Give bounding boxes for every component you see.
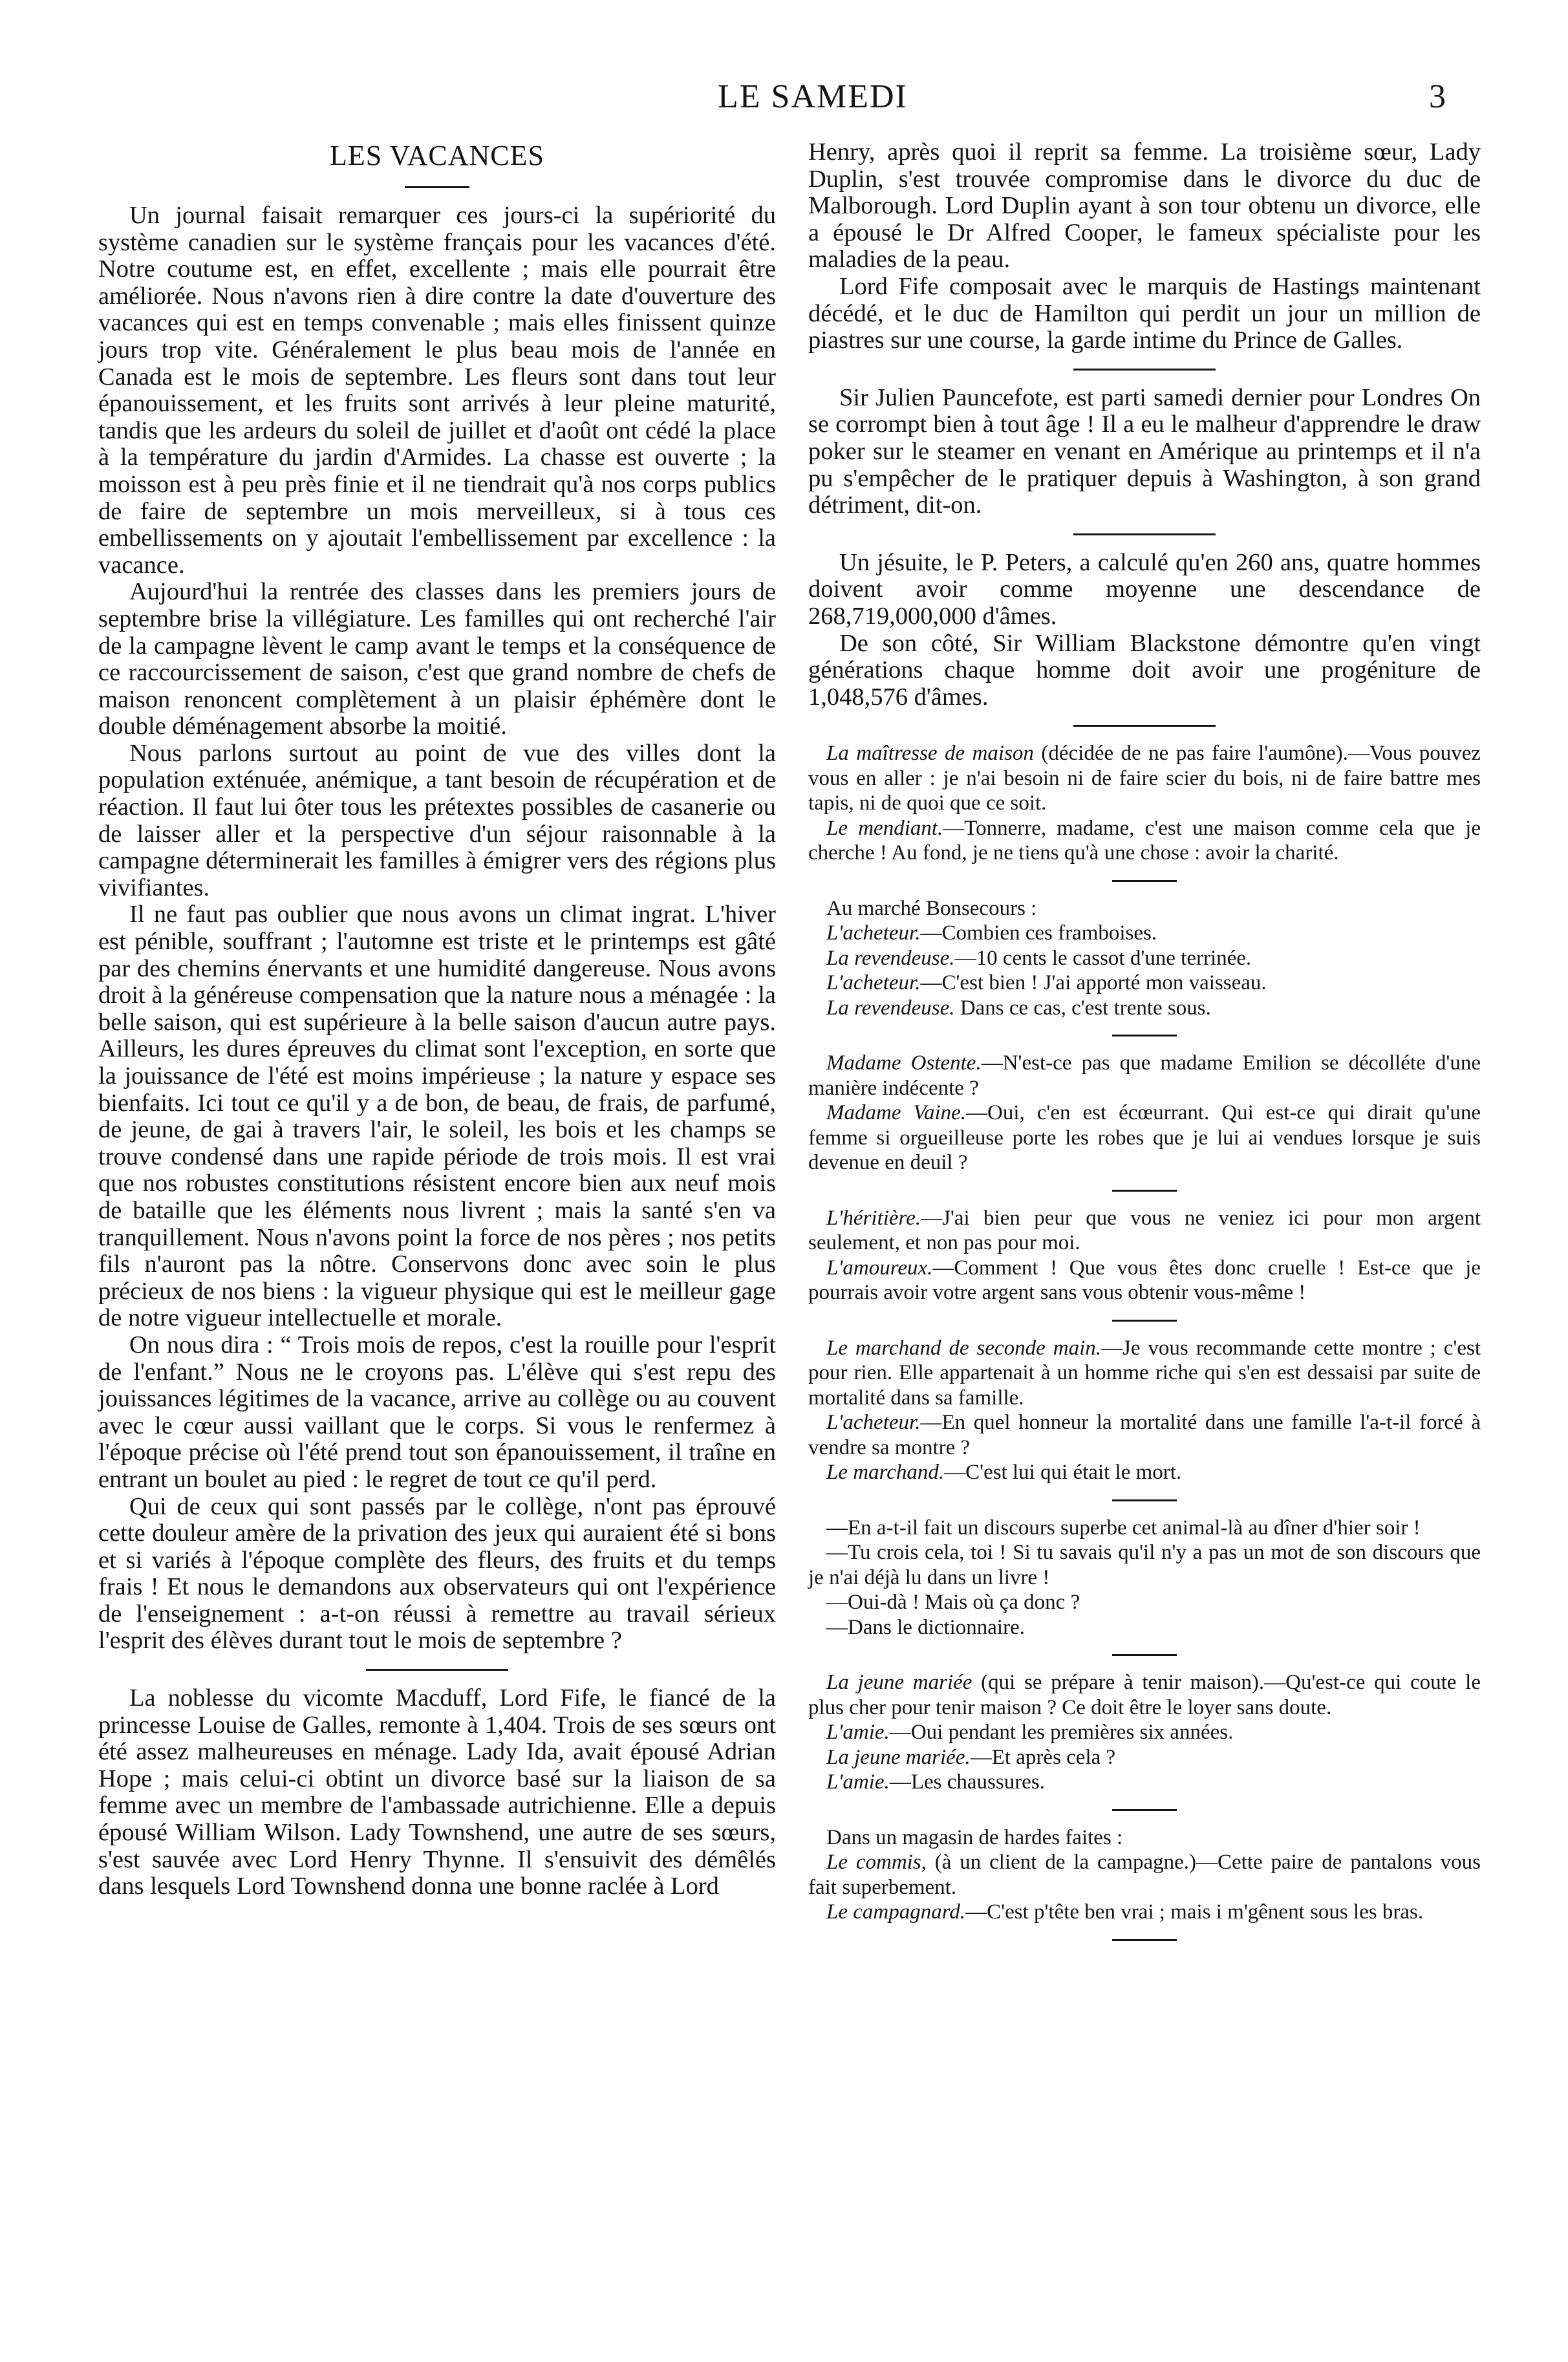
dialogue-intro: Au marché Bonsecours :: [826, 896, 1037, 920]
line-text: (décidée de ne pas faire l'aumône).—Vous pouvez vous en aller : je n'ai besoin ni de faire scier du bois, ni de faire battre mes tapis, ni de quoi que ce soit.: [808, 742, 1481, 815]
speaker: L'amoureux.: [826, 1256, 933, 1280]
dialogue-line: —En a-t-il fait un discours superbe cet animal-là au dîner d'hier soir !: [826, 1516, 1421, 1540]
dialogue-line: —Oui-dà ! Mais où ça donc ?: [826, 1591, 1080, 1615]
dialogue-line: [808, 1770, 1481, 1795]
dialogue-line: [808, 1720, 1481, 1745]
dialogue-line: [808, 996, 1481, 1021]
line-text: —Oui, c'en est écœurrant. Qui est-ce qui dirait qu'une femme si orgueilleuse porte les robes que je lui ai vendues lorsque je suis devenue en deuil ?: [808, 1101, 1481, 1175]
paragraph: Henry, après quoi il reprit sa femme. La troisième sœur, Lady Duplin, s'est trouvée compromise dans le divorce du duc de Malborough. Lord Duplin ayant à son tour obtenu un divorce, elle a épousé le Dr Alfred Cooper, le fameux spécialiste pour les maladies de la peau.: [808, 138, 1481, 274]
newspaper-title: LE SAMEDI: [718, 78, 908, 115]
speaker: L'acheteur.: [826, 921, 921, 945]
dialogue-line: [808, 741, 1481, 816]
dialogue-line: [808, 1900, 1481, 1925]
divider: [1112, 1939, 1177, 1941]
paragraph: Un journal faisait remarquer ces jours-ci la supériorité du système canadien sur le système français pour les vacances d'été. Notre coutume est, en effet, excellente ; mais elle pourrait être améliorée. Nous n'avons rien à dire contre la date d'ouverture des vacances qui est en temps convenable ; mais elles finissent quinze jours trop vite. Généralement le plus beau mois de l'année en Canada est le mois de septembre. Les fleurs sont dans tout leur épanouissement, et les fruits sont arrivés à leur pleine maturité, tandis que les ardeurs du soleil de juillet et d'août ont cédé la place à la température du jardin d'Armides. La chasse est ouverte ; la moisson est à peu près finie et il ne tiendrait qu'à nos corps publics de faire de septembre un mois merveilleux, si à tous ces embellissements on y ajoutait l'embellissement par excellence : la vacance.: [98, 202, 776, 579]
dialogue-line: [808, 1206, 1481, 1256]
divider: [366, 1669, 508, 1671]
line-text: —10 cents le cassot d'une terrinée.: [954, 946, 1252, 970]
line-text: (qui se prépare à tenir maison).—Qu'est-ce qui coute le plus cher pour tenir maison ? Ce doit être le loyer sans doute.: [808, 1671, 1481, 1719]
line-text: —J'ai bien peur que vous ne veniez ici pour mon argent seulement, et non pas pour moi.: [808, 1206, 1481, 1255]
page-header: [0, 78, 1568, 129]
speaker: La revendeuse.: [826, 996, 955, 1020]
dialogue-line: [808, 971, 1481, 996]
divider: [1073, 533, 1216, 535]
divider: [1073, 725, 1216, 727]
dialogue-line: [808, 1051, 1481, 1100]
line-text: —Tonnerre, madame, c'est une maison comme cela que je cherche ! Au fond, je ne tiens qu'à une chose : avoir la charité.: [808, 816, 1481, 865]
paragraph: Sir Julien Pauncefote, est parti samedi dernier pour Londres On se corrompt bien à tout âge ! Il a eu le malheur d'apprendre le draw poker sur le steamer en venant en Amérique au printemps et il n'a pu s'empêcher de le pratiquer depuis à Washington, à son grand détriment, dit-on.: [808, 383, 1481, 519]
speaker: Le marchand.: [826, 1461, 945, 1485]
dialogue-line: [808, 1745, 1481, 1770]
divider: [1112, 1320, 1177, 1322]
speaker: La jeune mariée: [826, 1671, 972, 1695]
line-text: —Oui pendant les premières six années.: [889, 1721, 1234, 1745]
speaker: Madame Ostente.: [826, 1051, 982, 1075]
line-text: —Et après cela ?: [970, 1745, 1116, 1769]
speaker: L'amie.: [826, 1770, 890, 1794]
line-text: —N'est-ce pas que madame Emilion se décolléte d'une manière indécente ?: [808, 1051, 1481, 1100]
paragraph: La noblesse du vicomte Macduff, Lord Fife, le fiancé de la princesse Louise de Galles, remonte à 1,404. Trois de ses sœurs ont été assez malheureuses en ménage. Lady Ida, avait épousé Adrian Hope ; mais celui-ci obtint un divorce basé sur la liaison de sa femme avec un membre de l'ambassade autrichienne. Elle a depuis épousé William Wilson. Lady Townshend, une autre de ses sœurs, s'est sauvée avec Lord Henry Thynne. Il s'ensuivit des démêlés dans lesquels Lord Townshend donna une bonne raclée à Lord: [98, 1684, 776, 1900]
paragraph: Aujourd'hui la rentrée des classes dans les premiers jours de septembre brise la villégiature. Les familles qui ont recherché l'air de la campagne lèvent le camp avant le temps et la conséquence de ce raccourcissement de saison, c'est que grand nombre de chefs de maison renoncent complètement à un plaisir éphémère dont le double déménagement absorbe la moitié.: [98, 578, 776, 740]
paragraph: De son côté, Sir William Blackstone démontre qu'en vingt générations chaque homme doit avoir une progéniture de 1,048,576 d'âmes.: [808, 629, 1481, 711]
paragraph: Il ne faut pas oublier que nous avons un climat ingrat. L'hiver est pénible, souffrant ; l'automne est triste et le printemps est gâté par des chemins énervants et une humidité dangereuse. Nous avons droit à la généreuse compensation que la nature nous a ménagée : la belle saison, qui est supérieure à la belle saison d'aucun autre pays. Ailleurs, les dures épreuves du climat sont l'exception, en sorte que la jouissance de l'été est moins impérieuse ; la nature y espace ses bienfaits. Ici tout ce qu'il y a de bon, de beau, de frais, de parfumé, de jeune, de gai à travers l'air, le soleil, les bois et les champs se trouve condensé dans une rapide période de trois mois. Il est vrai que nos robustes constitutions résistent encore bien aux neuf mois de bataille que les éléments nous livrent ; mais la santé s'en va tranquillement. Nous n'avons point la force de nos pères ; nos petits fils n'auront pas la nôtre. Conservons donc avec soin le plus précieux de nos biens : la vigueur physique qui est le meilleur gage de notre vigueur intellectuelle et morale.: [98, 901, 776, 1332]
line-text: —C'est p'tête ben vrai ; mais i m'gênent sous les bras.: [965, 1900, 1424, 1924]
dialogue-line: [808, 946, 1481, 971]
divider: [1112, 1499, 1177, 1501]
speaker: L'héritière.: [826, 1206, 921, 1230]
article-title-vacances: LES VACANCES: [330, 140, 544, 171]
speaker: La jeune mariée.: [826, 1745, 971, 1769]
dialogue-line: [808, 816, 1481, 866]
dialogue-line: [808, 1850, 1481, 1900]
speaker: La revendeuse.: [826, 946, 955, 970]
dialogue-line: [808, 1256, 1481, 1305]
paragraph: Nous parlons surtout au point de vue des villes dont la population exténuée, anémique, a tant besoin de récupération et de réaction. Il faut lui ôter tous les prétextes possibles de casanerie ou de laisser aller et la perspective d'un séjour raisonnable à la campagne déterminerait les familles à émigrer vers des régions plus vivifiantes.: [98, 739, 776, 901]
right-column: [808, 139, 1481, 1955]
divider: [1112, 1035, 1177, 1036]
line-text: —C'est lui qui était le mort.: [944, 1461, 1182, 1485]
dialogue-line: [808, 1410, 1481, 1460]
dialogue-line: [808, 1670, 1481, 1720]
line-text: —C'est bien ! J'ai apporté mon vaisseau.: [920, 971, 1267, 995]
paragraph: On nous dira : “ Trois mois de repos, c'est la rouille pour l'esprit de l'enfant.” Nous ne le croyons pas. L'élève qui s'est repu des jouissances légitimes de la vacance, arrive au collège ou au couvent avec le cœur aussi vaillant que le corps. Si vous le renfermez à l'époque précise où l'été prend tout son épanouissement, il traîne en entrant un boulet au pied : le regret de tout ce qu'il perd.: [98, 1331, 776, 1493]
line-text: —Les chaussures.: [889, 1770, 1045, 1794]
divider: [1112, 1654, 1177, 1656]
divider: [1112, 1190, 1177, 1192]
dialogue-line: —Dans le dictionnaire.: [826, 1615, 1025, 1639]
page-number: 3: [1429, 78, 1446, 115]
speaker: L'acheteur.: [826, 1411, 921, 1435]
line-text: —En quel honneur la mortalité dans une famille l'a-t-il forcé à vendre sa montre ?: [808, 1411, 1481, 1459]
line-text: (à un client de la campagne.)—Cette paire de pantalons vous fait superbement.: [808, 1851, 1481, 1899]
speaker: La maîtresse de maison: [826, 742, 1034, 766]
dialogue-intro: Dans un magasin de hardes faites :: [826, 1825, 1123, 1849]
dialogue-line: [808, 1460, 1481, 1485]
dialogue-line: [808, 1336, 1481, 1411]
paragraph: Un jésuite, le P. Peters, a calculé qu'en 260 ans, quatre hommes doivent avoir comme moyenne une descendance de 268,719,000,000 d'âmes.: [808, 548, 1481, 630]
line-text: Dans ce cas, c'est trente sous.: [954, 996, 1211, 1020]
speaker: L'amie.: [826, 1721, 890, 1745]
speaker: Le marchand de seconde main.: [826, 1336, 1101, 1360]
speaker: Le mendiant.: [826, 816, 943, 840]
paragraph: Qui de ceux qui sont passés par le collège, n'ont pas éprouvé cette douleur amère de la privation des jeux qui auraient été si bons et si variés à l'époque complète des fleurs, des fruits et du temps frais ! Et nous le demandons aux observateurs qui ont l'expérience de l'enseignement : a-t-on réussi à remettre au travail sérieux l'esprit des élèves durant tout le mois de septembre ?: [98, 1492, 776, 1655]
dialogue-line: [808, 921, 1481, 946]
divider: [1112, 880, 1177, 882]
speaker: L'acheteur.: [826, 971, 921, 995]
paragraph: Lord Fife composait avec le marquis de Hastings maintenant décédé, et le duc de Hamilton qui perdit un jour un million de piastres sur une course, la garde intime du Prince de Galles.: [808, 272, 1481, 354]
speaker: Le commis,: [826, 1851, 927, 1874]
left-column: [98, 139, 776, 1900]
divider: [405, 186, 469, 188]
divider: [1073, 369, 1216, 370]
line-text: —Je vous recommande cette montre ; c'est pour rien. Elle appartenait à un homme riche qui s'en est dessaisi par suite de mortalité dans sa famille.: [808, 1336, 1481, 1410]
dialogue-line: [808, 1100, 1481, 1176]
line-text: —Combien ces framboises.: [920, 921, 1157, 945]
speaker: Le campagnard.: [826, 1900, 966, 1924]
divider: [1112, 1809, 1177, 1811]
speaker: Madame Vaine.: [826, 1101, 967, 1125]
dialogue-line: —Tu crois cela, toi ! Si tu savais qu'il n'y a pas un mot de son discours que je n'ai déjà lu dans un livre !: [808, 1541, 1481, 1589]
line-text: —Comment ! Que vous êtes donc cruelle ! Est-ce que je pourrais avoir votre argent sans vous obtenir vous-même !: [808, 1256, 1481, 1305]
